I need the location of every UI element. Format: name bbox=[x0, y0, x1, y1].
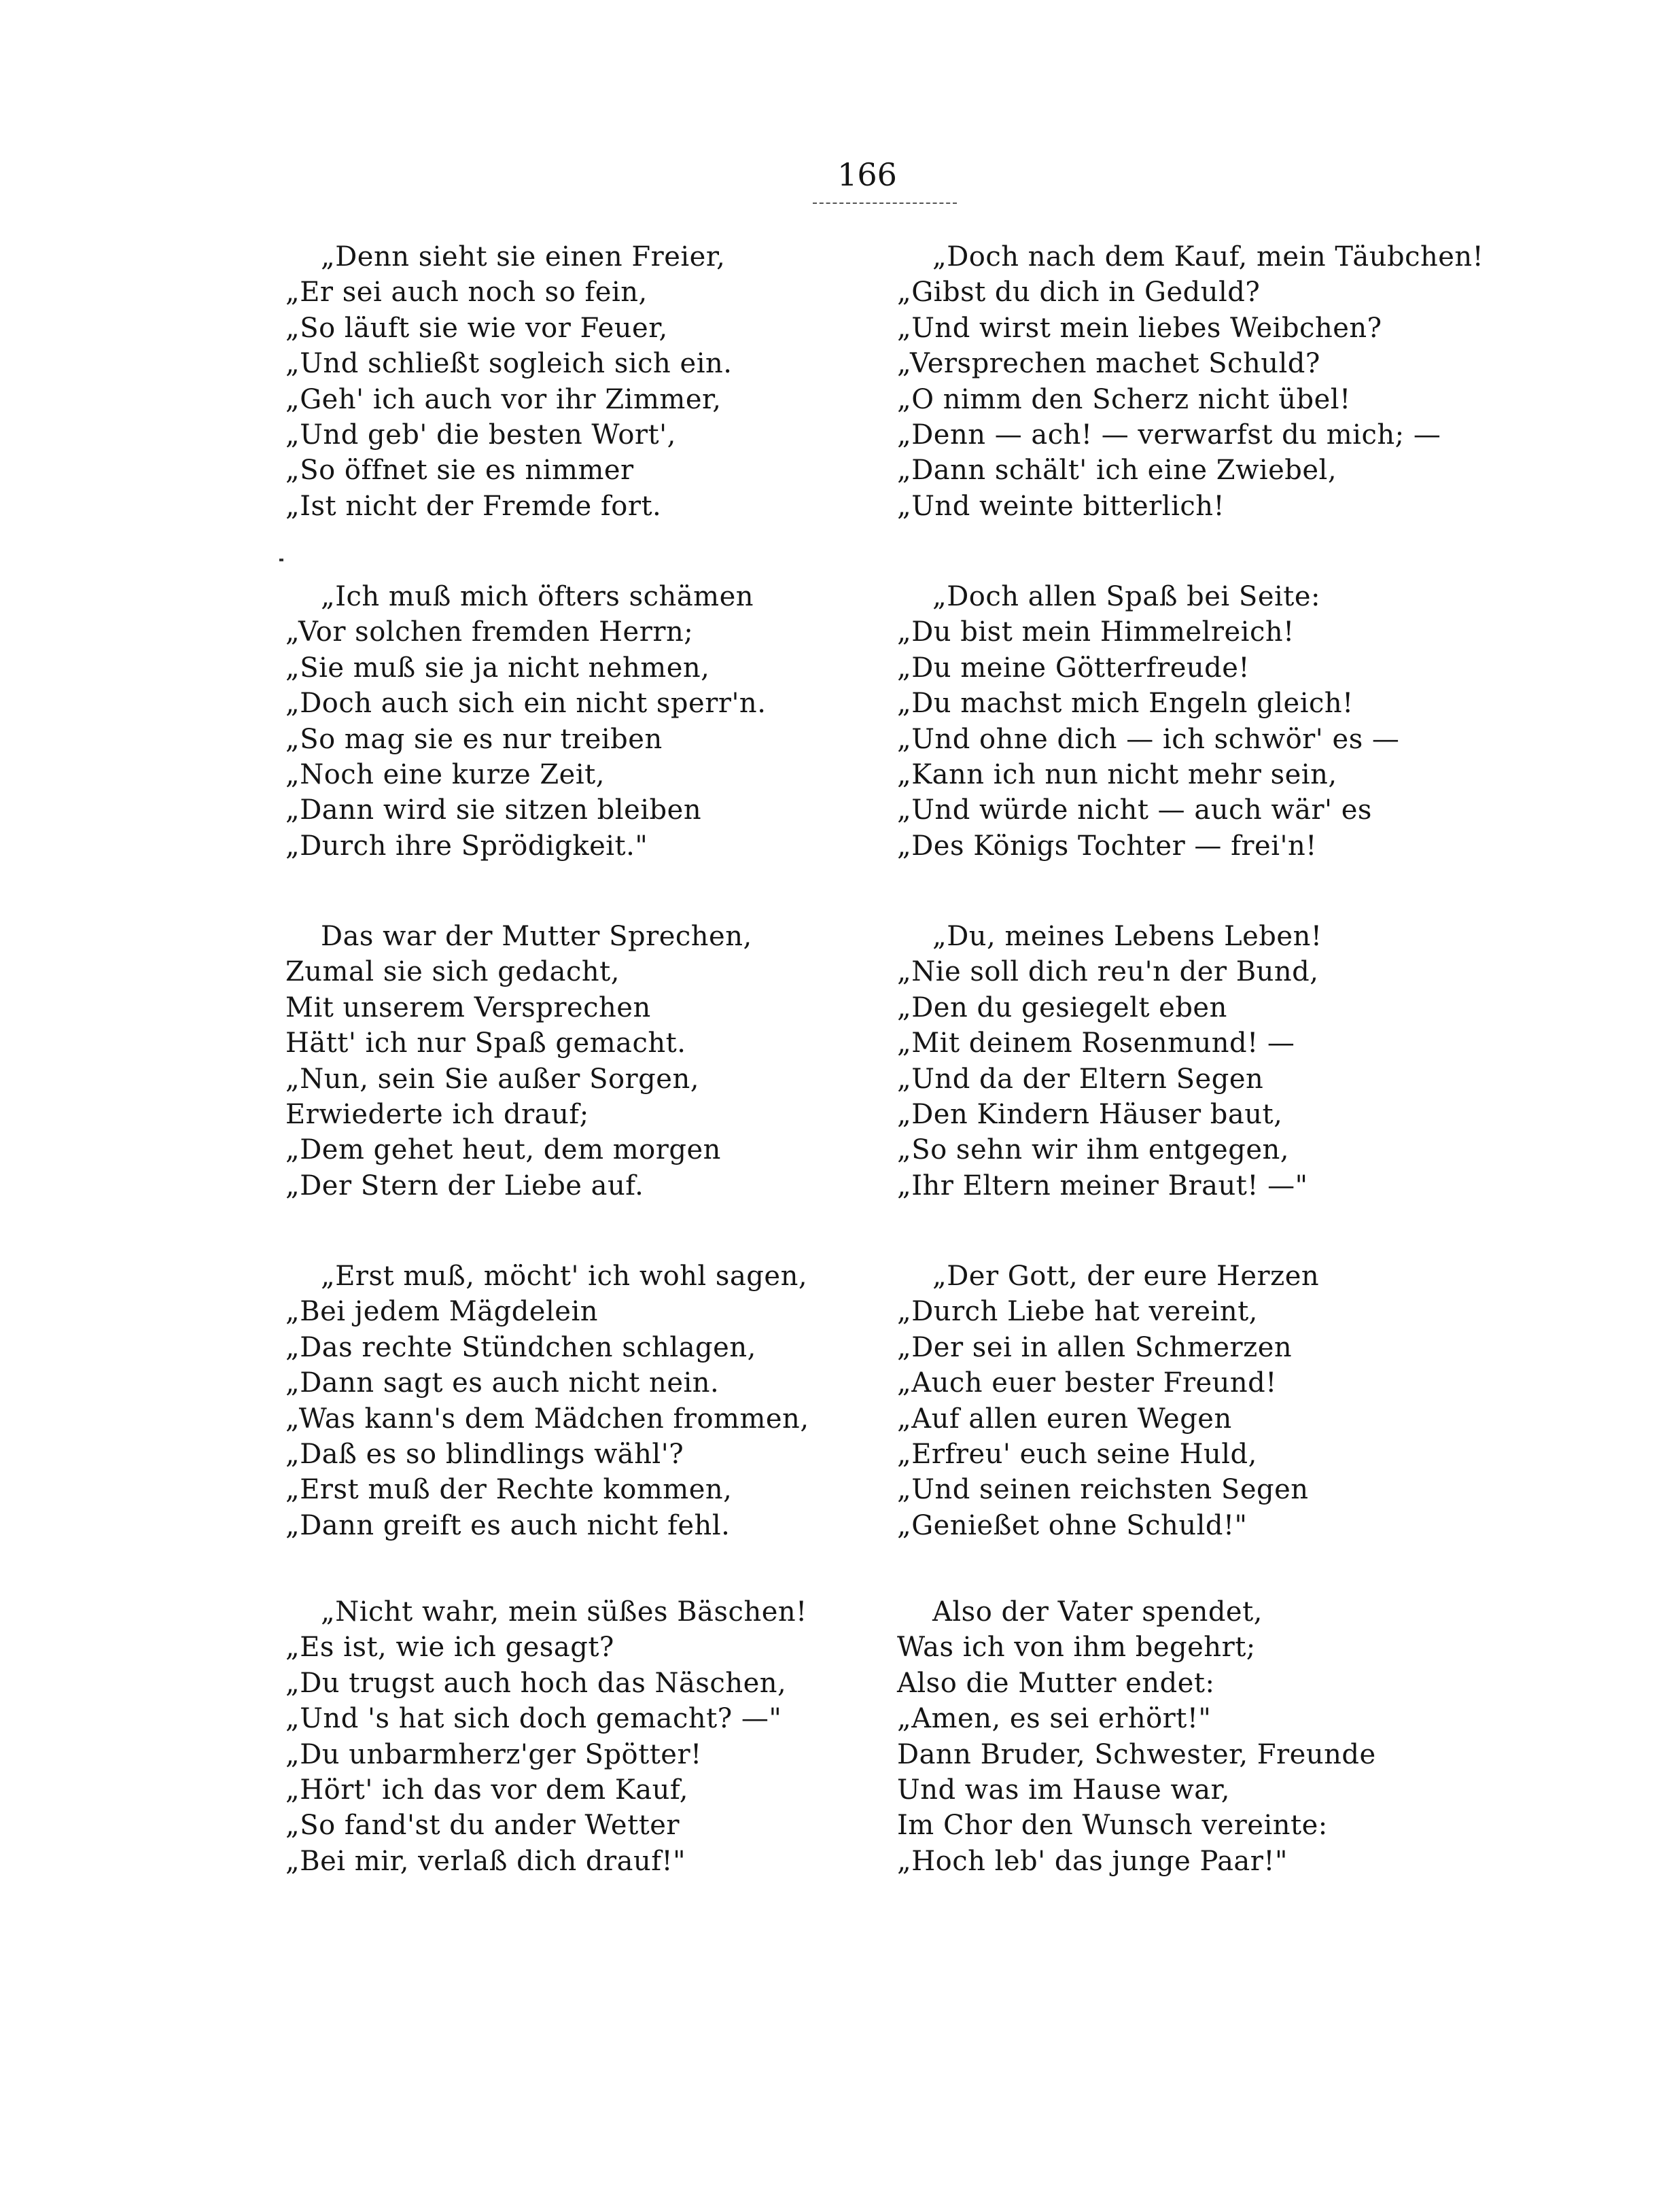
stanza-left-3 bbox=[285, 919, 911, 1204]
verse-line: „Und schließt sogleich sich ein. bbox=[285, 348, 733, 380]
verse-line: „Und da der Eltern Segen bbox=[897, 1063, 1264, 1095]
verse-line: „Kann ich nun nicht mehr sein, bbox=[897, 758, 1337, 790]
verse-line: „Erfreu' euch seine Huld, bbox=[897, 1438, 1257, 1470]
verse-line: Also die Mutter endet: bbox=[897, 1667, 1215, 1699]
verse-line: „Dann sagt es auch nicht nein. bbox=[285, 1367, 720, 1399]
verse-line: „Dann wird sie sitzen bleiben bbox=[285, 794, 702, 826]
verse-line: „Der Stern der Liebe auf. bbox=[285, 1170, 644, 1201]
verse-line: „Den Kindern Häuser baut, bbox=[897, 1098, 1283, 1130]
verse-line: „Hoch leb' das junge Paar!" bbox=[897, 1845, 1288, 1877]
verse-line: „Durch Liebe hat vereint, bbox=[897, 1296, 1258, 1328]
verse-line: „Erst muß der Rechte kommen, bbox=[285, 1474, 733, 1506]
verse-line: „Auch euer bester Freund! bbox=[897, 1367, 1277, 1399]
verse-line: Im Chor den Wunsch vereinte: bbox=[897, 1810, 1328, 1842]
stanza-right-4 bbox=[897, 1259, 1522, 1543]
verse-line: „Nicht wahr, mein süßes Bäschen! bbox=[321, 1596, 807, 1628]
verse-line: „Geh' ich auch vor ihr Zimmer, bbox=[285, 383, 722, 415]
stanza-right-1 bbox=[897, 239, 1522, 524]
verse-line: „Und geb' die besten Wort', bbox=[285, 419, 676, 451]
verse-line: „Du unbarmherz'ger Spötter! bbox=[285, 1738, 702, 1770]
verse-line: „Und weinte bitterlich! bbox=[897, 490, 1225, 522]
verse-line: „Nun, sein Sie außer Sorgen, bbox=[285, 1063, 699, 1095]
verse-line: „Amen, es sei erhört!" bbox=[897, 1703, 1212, 1735]
stanza-left-2 bbox=[285, 579, 911, 864]
verse-line: „Erst muß, möcht' ich wohl sagen, bbox=[321, 1261, 808, 1292]
verse-line: „Dem gehet heut, dem morgen bbox=[285, 1134, 721, 1166]
verse-line: „Du, meines Lebens Leben! bbox=[932, 921, 1322, 952]
page-number: 166 bbox=[837, 156, 897, 193]
verse-line: „Doch auch sich ein nicht sperr'n. bbox=[285, 688, 767, 720]
verse-line: „Doch nach dem Kauf, mein Täubchen! bbox=[932, 241, 1484, 273]
verse-line: „So mag sie es nur treiben bbox=[285, 723, 663, 755]
verse-line: „Das rechte Stündchen schlagen, bbox=[285, 1331, 756, 1363]
verse-line: Zumal sie sich gedacht, bbox=[285, 956, 620, 988]
verse-line: Also der Vater spendet, bbox=[932, 1596, 1263, 1628]
verse-line: Hätt' ich nur Spaß gemacht. bbox=[285, 1028, 686, 1059]
verse-line: „Versprechen machet Schuld? bbox=[897, 348, 1320, 380]
verse-line: „Und 's hat sich doch gemacht? —" bbox=[285, 1703, 782, 1735]
verse-line: „Ihr Eltern meiner Braut! —" bbox=[897, 1170, 1308, 1201]
verse-line: „Bei jedem Mägdelein bbox=[285, 1296, 598, 1328]
verse-line: „Und wirst mein liebes Weibchen? bbox=[897, 312, 1382, 344]
verse-line: „Sie muß sie ja nicht nehmen, bbox=[285, 652, 710, 684]
verse-line: Mit unserem Versprechen bbox=[285, 991, 651, 1023]
verse-line: „O nimm den Scherz nicht übel! bbox=[897, 383, 1351, 415]
verse-line: „Den du gesiegelt eben bbox=[897, 991, 1227, 1023]
verse-line: „Er sei auch noch so fein, bbox=[285, 277, 648, 309]
verse-line: Erwiederte ich drauf; bbox=[285, 1098, 589, 1130]
verse-line: Dann Bruder, Schwester, Freunde bbox=[897, 1738, 1376, 1770]
verse-line: „Der Gott, der eure Herzen bbox=[932, 1261, 1320, 1292]
verse-line: „Auf allen euren Wegen bbox=[897, 1403, 1232, 1435]
verse-line: „Hört' ich das vor dem Kauf, bbox=[285, 1774, 688, 1806]
verse-line: „Der sei in allen Schmerzen bbox=[897, 1331, 1293, 1363]
verse-line: „So läuft sie wie vor Feuer, bbox=[285, 312, 668, 344]
page-number-rule bbox=[813, 203, 957, 204]
verse-line: „Du meine Götterfreude! bbox=[897, 652, 1250, 684]
stanza-left-1 bbox=[285, 239, 911, 524]
verse-line: „Durch ihre Sprödigkeit." bbox=[285, 830, 648, 862]
verse-line: „Und seinen reichsten Segen bbox=[897, 1474, 1309, 1506]
verse-line: „Dann schält' ich eine Zwiebel, bbox=[897, 455, 1337, 487]
verse-line: „So fand'st du ander Wetter bbox=[285, 1810, 680, 1842]
verse-line: Was ich von ihm begehrt; bbox=[897, 1632, 1256, 1664]
stanza-left-4 bbox=[285, 1259, 911, 1543]
verse-line: „Denn — ach! — verwarfst du mich; — bbox=[897, 419, 1441, 451]
verse-line: Das war der Mutter Sprechen, bbox=[321, 921, 752, 952]
verse-line: „Vor solchen fremden Herrn; bbox=[285, 616, 694, 648]
verse-line: Und was im Hause war, bbox=[897, 1774, 1230, 1806]
verse-line: „Nie soll dich reu'n der Bund, bbox=[897, 956, 1319, 988]
verse-line: „Denn sieht sie einen Freier, bbox=[321, 241, 726, 273]
verse-line: „Mit deinem Rosenmund! — bbox=[897, 1028, 1295, 1059]
verse-line: „Und ohne dich — ich schwör' es — bbox=[897, 723, 1400, 755]
stanza-left-5 bbox=[285, 1594, 911, 1879]
verse-line: „So sehn wir ihm entgegen, bbox=[897, 1134, 1289, 1166]
stanza-right-3 bbox=[897, 919, 1522, 1204]
verse-line: „Daß es so blindlings wähl'? bbox=[285, 1438, 684, 1470]
verse-line: „Was kann's dem Mädchen frommen, bbox=[285, 1403, 809, 1435]
stanza-right-2 bbox=[897, 579, 1522, 864]
verse-line: „Noch eine kurze Zeit, bbox=[285, 758, 605, 790]
verse-line: „So öffnet sie es nimmer bbox=[285, 455, 634, 487]
stray-ink-mark bbox=[279, 559, 283, 561]
verse-line: „Und würde nicht — auch wär' es bbox=[897, 794, 1372, 826]
verse-line: „Genießet ohne Schuld!" bbox=[897, 1509, 1248, 1541]
verse-line: „Du trugst auch hoch das Näschen, bbox=[285, 1667, 787, 1699]
verse-line: „Du machst mich Engeln gleich! bbox=[897, 688, 1354, 720]
verse-line: „Bei mir, verlaß dich drauf!" bbox=[285, 1845, 686, 1877]
verse-line: „Des Königs Tochter — frei'n! bbox=[897, 830, 1317, 862]
verse-line: „Ist nicht der Fremde fort. bbox=[285, 490, 662, 522]
verse-line: „Du bist mein Himmelreich! bbox=[897, 616, 1295, 648]
verse-line: „Doch allen Spaß bei Seite: bbox=[932, 581, 1320, 612]
verse-line: „Ich muß mich öfters schämen bbox=[321, 581, 754, 612]
verse-line: „Es ist, wie ich gesagt? bbox=[285, 1632, 614, 1664]
verse-line: „Dann greift es auch nicht fehl. bbox=[285, 1509, 731, 1541]
verse-line: „Gibst du dich in Geduld? bbox=[897, 277, 1261, 309]
stanza-right-5 bbox=[897, 1594, 1522, 1879]
